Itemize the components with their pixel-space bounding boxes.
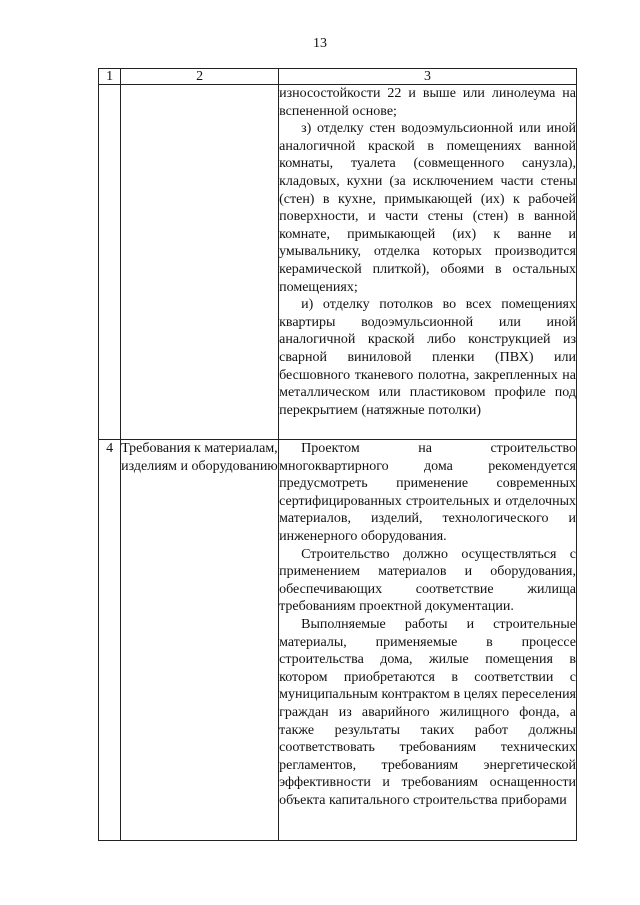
paragraph: и) отделку потолков во всех помещениях квартиры водоэмульсионной или иной аналогичной краской либо конструкцией из сварной виниловой пленки (ПВХ) или бесшовного тканевого полотна, закрепленных на металлическом или пластиковом профиле под перекрытием (натяжные потолки) bbox=[279, 297, 576, 418]
row-number: 4 bbox=[99, 440, 121, 841]
paragraph: износостойкости 22 и выше или линолеума на вспененной основе; bbox=[279, 86, 576, 119]
paragraph: з) отделку стен водоэмульсионной или иной аналогичной краской в помещениях ванной комнаты, туалета (совмещенного санузла), кладовых, кухни (за исключением части стены (стен) в кухне, примыкающей (их) к рабочей поверхности, и части стены (стен) в ванной комнате, примыкающей (их) к ванне и умывальнику, отделка которых производится керамической плиткой), обоями в остальных помещениях; bbox=[279, 121, 576, 295]
header-cell-content: 3 bbox=[279, 69, 577, 85]
table-row bbox=[99, 440, 577, 841]
paragraph: Выполняемые работы и строительные материалы, применяемые в процессе строительства дома, жилые помещения в котором приобретаются в соответствии с муниципальным контрактом в целях переселения граждан из аварийного жилищного фонда, а также результаты таких работ должны соответствовать требованиям технических регламентов, требованиям энергетической эффективности и требованиям оснащенности объекта капитального строительства приборами bbox=[279, 616, 576, 808]
header-cell-num: 1 bbox=[99, 69, 121, 85]
table-row bbox=[99, 85, 577, 440]
header-cell-name: 2 bbox=[121, 69, 279, 85]
row-content bbox=[279, 85, 577, 440]
row-title: Требования к материалам, изделиям и оборудованию bbox=[121, 440, 279, 841]
table-header-row bbox=[99, 69, 577, 85]
row-title bbox=[121, 85, 279, 440]
page-number: 13 bbox=[313, 36, 327, 51]
row-number bbox=[99, 85, 121, 440]
row-content bbox=[279, 440, 577, 841]
requirements-table bbox=[98, 68, 577, 841]
paragraph: Строительство должно осуществляться с применением материалов и оборудования, обеспечивающих соответствие жилища требованиям проектной документации. bbox=[279, 546, 576, 615]
paragraph: Проектом на строительство многоквартирного дома рекомендуется предусмотреть применение современных сертифицированных строительных и отделочных материалов, изделий, технологического и инженерного оборудования. bbox=[279, 441, 576, 544]
